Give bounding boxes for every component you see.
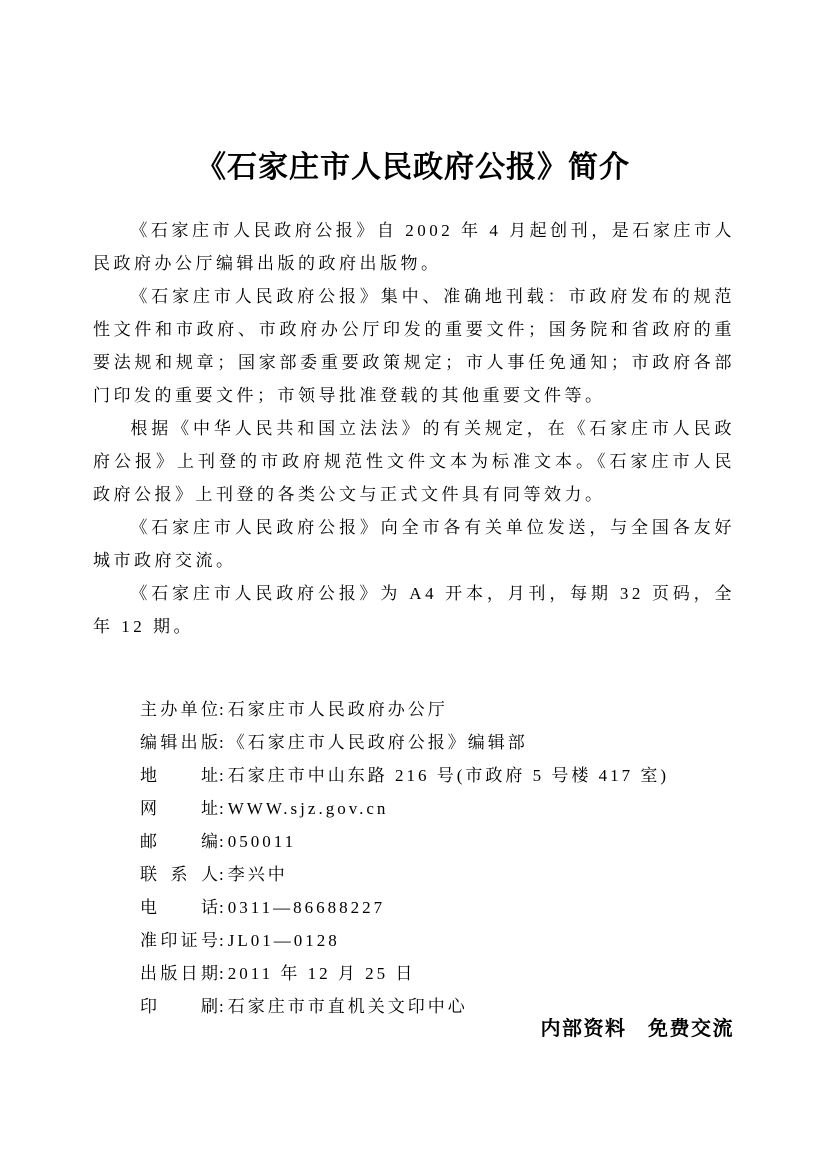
colophon-value: 050011 [227,832,297,851]
colophon-value: WWW.sjz.gov.cn [227,799,389,818]
colophon-colon: : [219,799,224,818]
colophon-row-postcode [140,825,826,858]
colophon-colon: : [219,898,224,917]
colophon-value: JL01—0128 [227,931,340,950]
colophon-section [140,693,826,1023]
colophon-label: 网址 [140,799,218,818]
colophon-colon: : [219,865,224,884]
intro-paragraph-2: 《石家庄市人民政府公报》集中、准确地刊载：市政府发布的规范性文件和市政府、市政府办公厅印发的重要文件；国务院和省政府的重要法规和规章；国家部委重要政策规定；市人事任免通知；市政府各部门印发的重要文件；市领导批准登载的其他重要文件等。 [93,287,735,405]
colophon-value: 0311—86688227 [227,898,386,917]
colophon-colon: : [219,733,224,752]
colophon-colon: : [219,997,224,1016]
colophon-row-website [140,792,826,825]
colophon-label: 邮编 [140,832,218,851]
colophon-colon: : [219,766,224,785]
colophon-row-contact [140,858,826,891]
colophon-row-organizer [140,693,826,726]
colophon-row-address [140,759,826,792]
colophon-value: 李兴中 [227,865,288,884]
colophon-label: 印刷 [140,997,218,1016]
colophon-row-license [140,924,826,957]
colophon-label: 地址 [140,766,218,785]
colophon-value: 2011 年 12 月 25 日 [227,964,416,983]
colophon-row-publisher [140,726,826,759]
intro-section [93,214,735,643]
colophon-label: 主办单位 [140,700,218,719]
colophon-value: 《石家庄市人民政府公报》编辑部 [227,733,528,752]
colophon-colon: : [219,832,224,851]
colophon-label: 编辑出版 [140,733,218,752]
colophon-label: 电话 [140,898,218,917]
colophon-row-pubdate [140,957,826,990]
colophon-colon: : [219,700,224,719]
colophon-value: 石家庄市人民政府办公厅 [227,700,448,719]
intro-paragraph-5: 《石家庄市人民政府公报》为 A4 开本，月刊，每期 32 页码，全年 12 期。 [93,584,735,636]
page-title: 《石家庄市人民政府公报》简介 [196,151,630,184]
intro-paragraph-3: 根据《中华人民共和国立法法》的有关规定，在《石家庄市人民政府公报》上刊登的市政府规范性文件文本为标准文本。《石家庄市人民政府公报》上刊登的各类公文与正式文件具有同等效力。 [93,419,735,504]
colophon-value: 石家庄市中山东路 216 号(市政府 5 号楼 417 室) [227,766,670,785]
colophon-label: 联系人 [140,865,218,884]
colophon-row-phone [140,891,826,924]
colophon-colon: : [219,931,224,950]
footer-note: 内部资料 免费交流 [540,1018,734,1040]
intro-paragraph-4: 《石家庄市人民政府公报》向全市各有关单位发送，与全国各友好城市政府交流。 [93,518,735,570]
intro-paragraph-1: 《石家庄市人民政府公报》自 2002 年 4 月起创刊，是石家庄市人民政府办公厅编辑出版的政府出版物。 [93,221,735,273]
colophon-colon: : [219,964,224,983]
colophon-label: 准印证号 [140,931,218,950]
colophon-value: 石家庄市市直机关文印中心 [227,997,468,1016]
colophon-label: 出版日期 [140,964,218,983]
